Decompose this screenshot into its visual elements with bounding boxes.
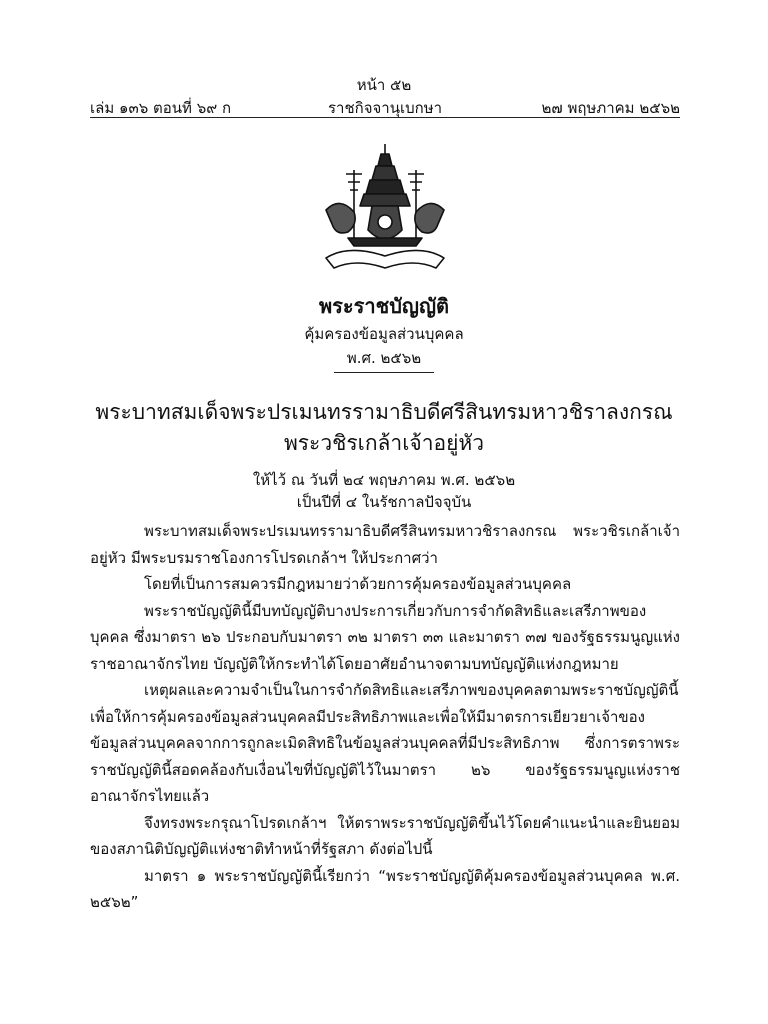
- king-name: พระบาทสมเด็จพระปรเมนทรรามาธิบดีศรีสินทรมหาวชิราลงกรณ: [95, 400, 673, 424]
- preamble-paragraph: โดยที่เป็นการสมควรมีกฎหมายว่าด้วยการคุ้มครองข้อมูลส่วนบุคคล: [144, 575, 572, 593]
- royal-garuda-emblem-icon: [318, 140, 452, 276]
- rationale-paragraph: เหตุผลและความจำเป็นในการจำกัดสิทธิและเสรีภาพของบุคคลตามพระราชบัญญัตินี้ เพื่อให้การคุ้มครองข้อมูลส่วนบุคคลมีประสิทธิภาพและเพื่อให้มีมาตรการเยียวยาเจ้าของข้อมูลส่วนบุคคลจากการถูกละเมิดสิทธิในข้อมูลส่วนบุคคลที่มีประสิทธิภาพ ซึ่งการตราพระราชบัญญัตินี้สอดคล้องกับเงื่อนไขที่บัญญัติไว้ในมาตรา ๒๖ ของรัฐธรรมนูญแห่งราชอาณาจักรไทยแล้ว: [90, 681, 680, 805]
- rights-restriction-paragraph: พระราชบัญญัตินี้มีบทบัญญัติบางประการเกี่ยวกับการจำกัดสิทธิและเสรีภาพของบุคคล ซึ่งมาตรา ๒๖ ประกอบกับมาตรา ๓๒ มาตรา ๓๓ และมาตรา ๓๗ ของรัฐธรรมนูญแห่งราชอาณาจักรไทย บัญญัติให้กระทำได้โดยอาศัยอำนาจตามบทบัญญัติแห่งกฎหมาย: [90, 601, 680, 673]
- page-number: หน้า ๕๒: [356, 76, 412, 94]
- act-body: [90, 518, 680, 916]
- header-divider: [90, 117, 680, 118]
- publication-date: ๒๗ พฤษภาคม ๒๕๖๒: [541, 99, 680, 117]
- gazette-header: [90, 96, 680, 116]
- section-1-paragraph: มาตรา ๑ พระราชบัญญัตินี้เรียกว่า “พระราชบัญญัติคุ้มครองข้อมูลส่วนบุคคล พ.ศ. ๒๕๖๒”: [90, 866, 680, 911]
- proclamation-paragraph: พระบาทสมเด็จพระปรเมนทรรามาธิบดีศรีสินทรมหาวชิราลงกรณ พระวชิรเกล้าเจ้าอยู่หัว มีพระบรมราชโองการโปรดเกล้าฯ ให้ประกาศว่า: [90, 522, 680, 567]
- enactment-paragraph: จึงทรงพระกรุณาโปรดเกล้าฯ ให้ตราพระราชบัญญัติขึ้นไว้โดยคำแนะนำและยินยอมของสภานิติบัญญัติแห่งชาติทำหน้าที่รัฐสภา ดังต่อไปนี้: [90, 813, 680, 858]
- given-date: ให้ไว้ ณ วันที่ ๒๔ พฤษภาคม พ.ศ. ๒๕๖๒: [252, 471, 516, 489]
- king-name-cont: พระวชิรเกล้าเจ้าอยู่หัว: [283, 431, 485, 455]
- title-divider: [334, 372, 434, 373]
- volume-issue: เล่ม ๑๓๖ ตอนที่ ๖๙ ก: [90, 99, 232, 117]
- act-title: พระราชบัญญัติ: [319, 294, 449, 318]
- act-year: พ.ศ. ๒๕๖๒: [346, 349, 422, 367]
- gazette-name: ราชกิจจานุเบกษา: [327, 99, 443, 117]
- reign-year: เป็นปีที่ ๔ ในรัชกาลปัจจุบัน: [296, 493, 472, 511]
- act-subtitle: คุ้มครองข้อมูลส่วนบุคคล: [304, 325, 464, 343]
